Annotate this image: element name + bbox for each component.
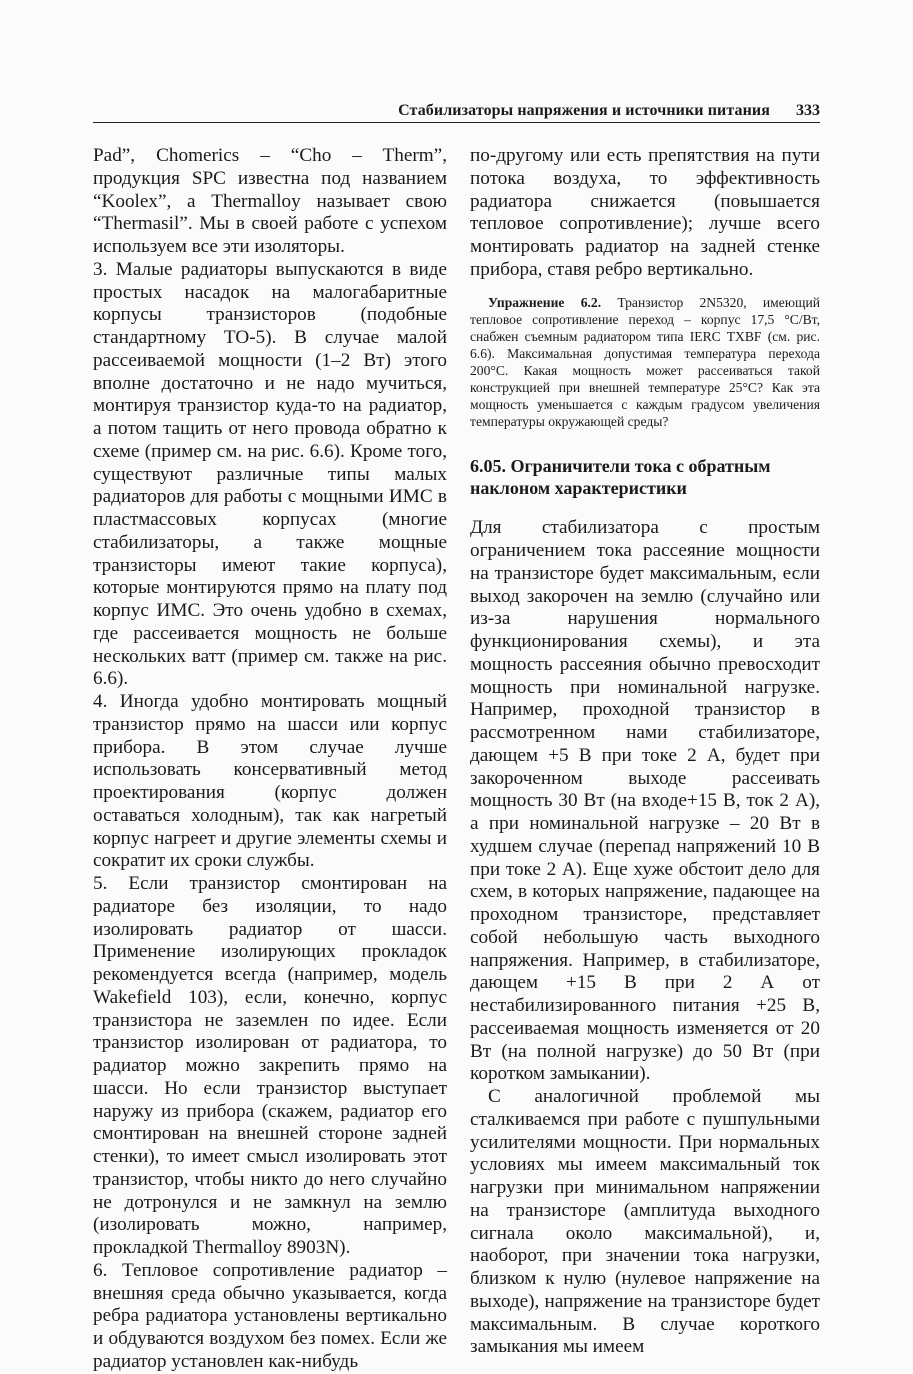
paragraph: 4. Иногда удобно монтировать мощный транзистор прямо на шасси или корпус прибора. В этом случае лучше использовать консервативный метод проектирования (корпус должен оставаться холодным), так как нагретый корпус нагреет и другие элементы схемы и сократит их сроки службы.	[93, 691, 447, 872]
paragraph: 3. Малые радиаторы выпускаются в виде простых насадок на малогабаритные корпусы транзисторов (подобные стандартному ТО-5). В случае малой рассеиваемой мощности (1–2 Вт) этого вполне достаточно и не надо мучиться, монтируя транзистор куда-то на радиатор, а потом тащить от него провода обратно к схеме (пример см. на рис. 6.6). Кроме того, существуют различные типы малых радиаторов для работы с мощными ИМС в пластмассовых корпусах (многие стабилизаторы, а также мощные транзисторы имеют такие корпуса), которые монтируются прямо на плату под корпус ИМС. Это очень удобно в схемах, где рассеивается мощность не больше нескольких ватт (пример см. также на рис. 6.6).	[93, 258, 447, 690]
paragraph: Для стабилизатора с простым ограничением тока рассеяние мощности на транзисторе будет максимальным, если выход закорочен на землю (случайно или из-за нарушения нормального функционирования схемы), и эта мощность рассеяния обычно превосходит мощность при номинальной нагрузке. Например, проходной транзистор в рассмотренном нами стабилизаторе, дающем +5 В при токе 2 А, будет при закороченном выходе рассеивать мощность 30 Вт (на входе+15 В, ток 2 А), а при номинальной нагрузке – 20 Вт в худшем случае (перепад напряжений 10 В при токе 2 А). Еще хуже обстоит дело для схем, в которых напряжение, падающее на проходном транзисторе, представляет собой небольшую часть выходного напряжения. Например, в стабилизаторе, дающем +15 В при 2 А от нестабилизированного питания +25 В, рассеиваемая мощность изменяется от 20 Вт (на полной нагрузке) до 50 Вт (при коротком замыкании).	[470, 517, 820, 1085]
page-number: 333	[796, 102, 820, 119]
exercise-label: Упражнение 6.2.	[488, 294, 602, 310]
left-column	[93, 145, 447, 1374]
exercise-block	[470, 294, 820, 431]
paragraph-continuation: по-другому или есть препятствия на пути потока воздуха, то эффективность радиатора снижается (повышается тепловое сопротивление); лучше всего монтировать радиатор на задней стенке прибора, ставя ребро вертикально.	[470, 145, 820, 280]
running-title: Стабилизаторы напряжения и источники питания	[398, 102, 770, 119]
paragraph: Pad”, Chomerics – “Cho – Therm”, продукция SPC известна под названием “Koolex”, а Thermalloy называет свою “Thermasil”. Мы в своей работе с успехом используем все эти изоляторы.	[93, 145, 447, 257]
right-column	[470, 145, 820, 1359]
section-heading: 6.05. Ограничители тока с обратным наклоном характеристики	[470, 456, 771, 499]
paragraph: С аналогичной проблемой мы сталкиваемся при работе с пушпульными усилителями мощности. При нормальных условиях мы имеем максимальный ток нагрузки при минимальном напряжении на транзисторе (амплитуда выходного сигнала около максимальной), и, наоборот, при значении тока нагрузки, близком к нулю (нулевое напряжение на выходе), напряжение на транзисторе будет максимальным. В случае короткого замыкания мы имеем	[470, 1086, 820, 1358]
page-header	[93, 100, 820, 123]
exercise-text: Транзистор 2N5320, имеющий тепловое сопротивление переход – корпус 17,5 °С/Вт, снабжен съемным радиатором типа IERC TXBF (см. рис. 6.6). Максимальная допустимая температура перехода 200°С. Какая мощность может рассеиваться такой конструкцией при внешней температуре 25°С? Как эта мощность уменьшается с каждым градусом увеличения температуры окружающей среды?	[470, 294, 820, 430]
paragraph: 6. Тепловое сопротивление радиатор – внешняя среда обычно указывается, когда ребра радиатора установлены вертикально и обдуваются воздухом без помех. Если же радиатор установлен как-нибудь	[93, 1259, 447, 1372]
paragraph: 5. Если транзистор смонтирован на радиаторе без изоляции, то надо изолировать радиатор от шасси. Применение изолирующих прокладок рекомендуется всегда (например, модель Wakefield 103), если, конечно, корпус транзистора не заземлен по идее. Если транзистор изолирован от радиатора, то радиатор можно закрепить прямо на шасси. Но если транзистор выступает наружу из прибора (скажем, радиатор его смонтирован на внешней стороне задней стенки), то имеет смысл изолировать этот транзистор, чтобы никто до него случайно не дотронулся и не замкнул на землю (изолировать можно, например, прокладкой Thermalloy 8903N).	[93, 873, 447, 1258]
